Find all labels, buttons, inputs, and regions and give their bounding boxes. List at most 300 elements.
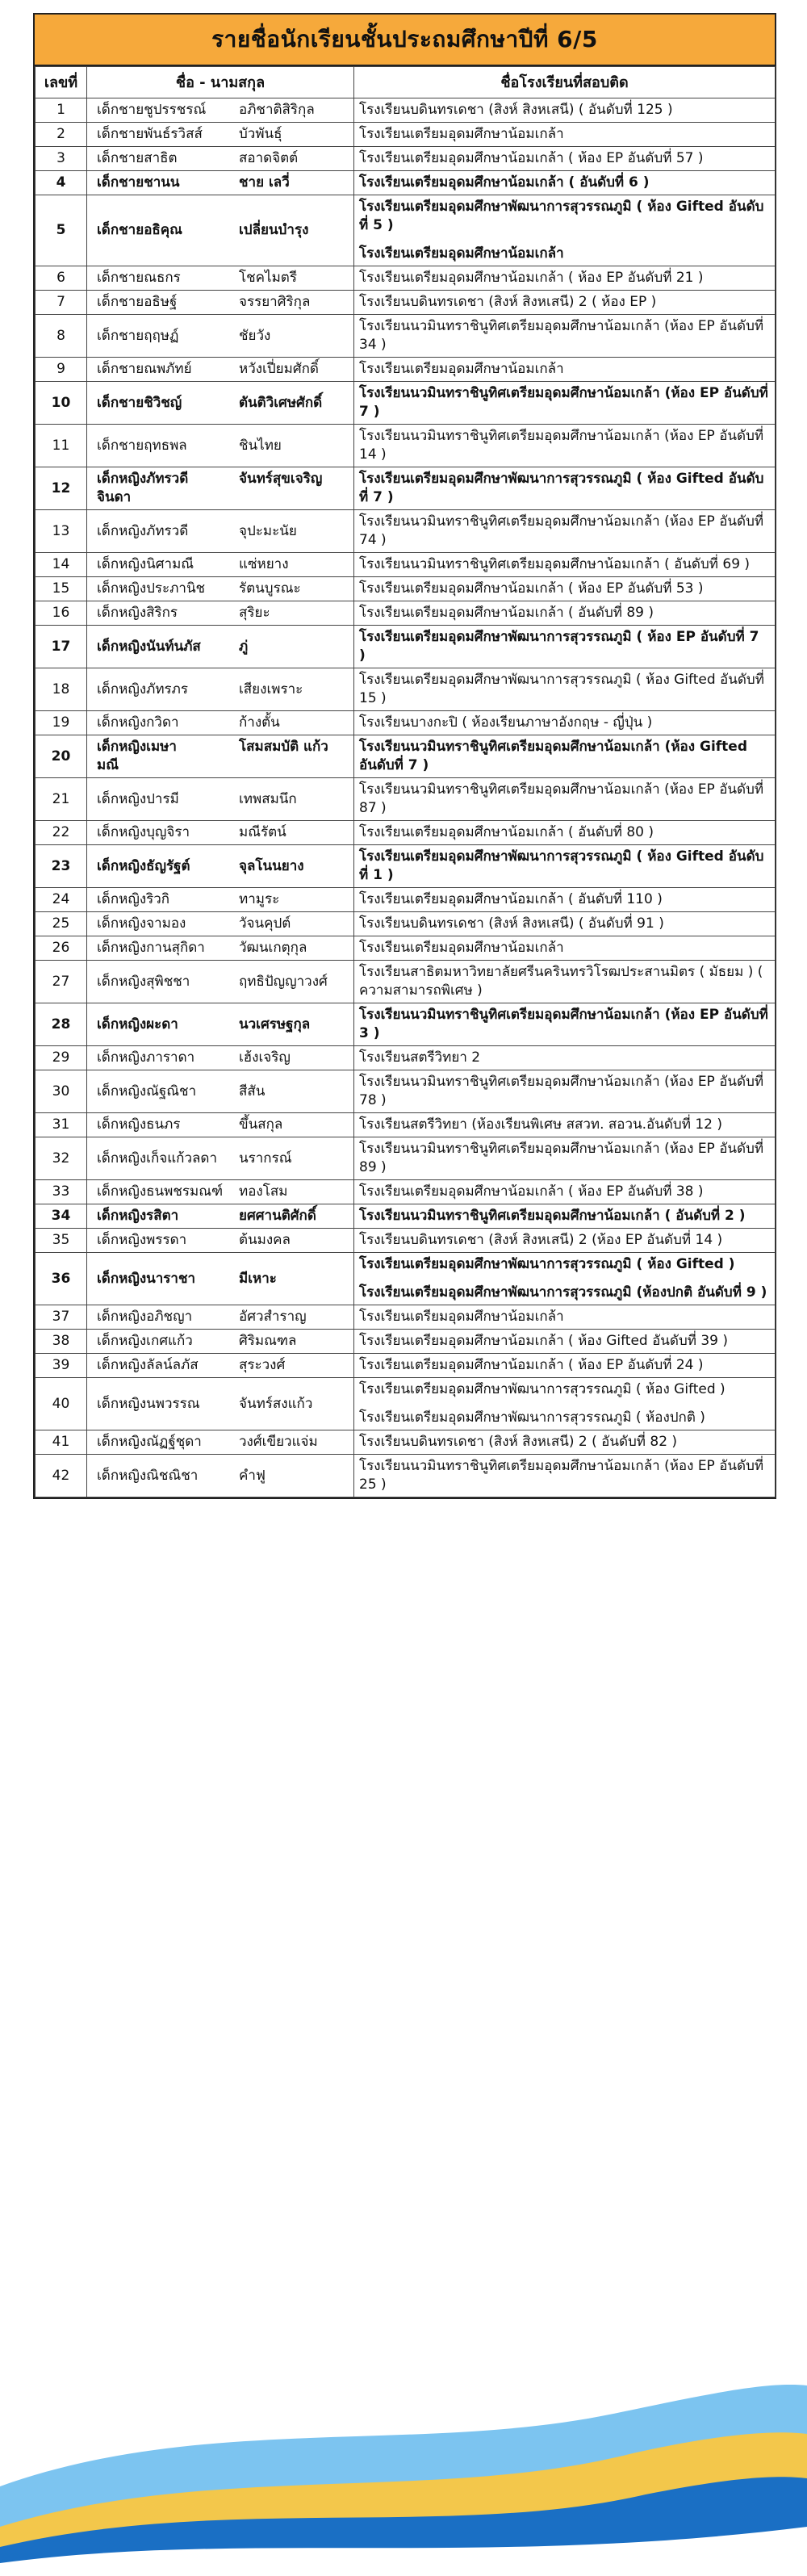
school-cell bbox=[354, 577, 776, 601]
table-row bbox=[36, 936, 776, 961]
table-row bbox=[36, 711, 776, 735]
student-number: 26 bbox=[36, 936, 87, 961]
table-row bbox=[36, 1253, 776, 1305]
student-last-name: เสียงเพราะ bbox=[239, 681, 303, 697]
student-last-name: นวเศรษฐกุล bbox=[239, 1016, 311, 1032]
student-name-cell bbox=[87, 1137, 354, 1180]
table-row bbox=[36, 553, 776, 577]
student-name-cell bbox=[87, 936, 354, 961]
school-name: โรงเรียนเตรียมอุดมศึกษาน้อมเกล้า ( อันดับที่ 80 ) bbox=[359, 824, 654, 840]
student-name-cell bbox=[87, 1003, 354, 1046]
student-first-name: เด็กหญิงธนพชรมณฑ์ bbox=[97, 1183, 224, 1200]
table-row bbox=[36, 510, 776, 553]
table-row bbox=[36, 668, 776, 711]
student-last-name: นรากรณ์ bbox=[239, 1150, 292, 1167]
student-first-name: เด็กหญิงภัทรวดี bbox=[97, 471, 189, 487]
student-first-name: เด็กหญิงปารมี bbox=[97, 790, 179, 807]
table-row bbox=[36, 577, 776, 601]
student-first-name: เด็กหญิงธัญรัฐต์ bbox=[97, 857, 190, 874]
school-name: โรงเรียนนวมินทราชินูทิศเตรียมอุดมศึกษาน้อมเกล้า (ห้อง EP อันดับที่ 25 ) bbox=[359, 1458, 764, 1493]
school-cell bbox=[354, 553, 776, 577]
school-name: โรงเรียนเตรียมอุดมศึกษาพัฒนาการสุวรรณภูมิ ( ห้องปกติ ) bbox=[359, 1409, 705, 1426]
school-cell bbox=[354, 1046, 776, 1070]
student-first-name: เด็กหญิงนันท์นภัส bbox=[97, 638, 201, 655]
student-name-cell bbox=[87, 553, 354, 577]
school-name: โรงเรียนบดินทรเดชา (สิงห์ สิงหเสนี) 2 (ห้อง EP อันดับที่ 14 ) bbox=[359, 1232, 723, 1248]
student-name-cell bbox=[87, 711, 354, 735]
student-last-name: ต้นมงคล bbox=[239, 1232, 291, 1248]
school-cell bbox=[354, 123, 776, 147]
school-cell bbox=[354, 888, 776, 912]
student-number: 15 bbox=[36, 577, 87, 601]
school-name: โรงเรียนเตรียมอุดมศึกษาพัฒนาการสุวรรณภูมิ ( ห้อง Gifted อันดับที่ 1 ) bbox=[359, 848, 764, 883]
school-cell bbox=[354, 1430, 776, 1455]
student-first-name: เด็กหญิงนพวรรณ bbox=[97, 1395, 200, 1412]
student-name-cell bbox=[87, 510, 354, 553]
school-name: โรงเรียนเตรียมอุดมศึกษาพัฒนาการสุวรรณภูมิ ( ห้อง Gifted ) bbox=[359, 1256, 735, 1272]
student-number: 11 bbox=[36, 425, 87, 467]
table-row bbox=[36, 171, 776, 195]
student-last-name: จรรยาศิริกุล bbox=[239, 294, 311, 310]
student-name-cell bbox=[87, 912, 354, 936]
page-title: รายชื่อนักเรียนชั้นประถมศึกษาปีที่ 6/5 bbox=[35, 15, 775, 66]
student-last-name: จุปะมะนัย bbox=[239, 522, 297, 539]
student-first-name: เด็กชายณธกร bbox=[97, 270, 181, 286]
student-last-name: ชินไทย bbox=[239, 437, 282, 454]
table-row bbox=[36, 1204, 776, 1229]
student-last-name: ยศศานติศักดิ์ bbox=[239, 1208, 316, 1224]
student-first-name: เด็กชายชิวิชญ์ bbox=[97, 394, 182, 411]
student-last-name: มีเหาะ bbox=[239, 1270, 277, 1287]
student-name-cell bbox=[87, 778, 354, 821]
student-number: 40 bbox=[36, 1378, 87, 1430]
student-name-cell bbox=[87, 358, 354, 382]
student-first-name: เด็กหญิงเก็จแก้วลดา bbox=[97, 1150, 217, 1167]
student-name-cell bbox=[87, 735, 354, 778]
student-first-name: เด็กหญิงจามอง bbox=[97, 915, 186, 932]
table-row bbox=[36, 961, 776, 1003]
student-number: 1 bbox=[36, 98, 87, 123]
student-number: 13 bbox=[36, 510, 87, 553]
student-number: 6 bbox=[36, 266, 87, 291]
student-first-name: เด็กหญิงกวิดา bbox=[97, 714, 179, 731]
school-name: โรงเรียนเตรียมอุดมศึกษาพัฒนาการสุวรรณภูมิ ( ห้อง Gifted อันดับที่ 7 ) bbox=[359, 471, 764, 505]
school-cell bbox=[354, 382, 776, 425]
student-last-name: วงศ์เขียวแจ่ม bbox=[239, 1434, 318, 1450]
school-cell bbox=[354, 1305, 776, 1330]
student-last-name: จันทร์สุขเจริญจินดา bbox=[97, 471, 323, 505]
student-first-name: เด็กหญิงสุพิชชา bbox=[97, 973, 190, 990]
student-number: 27 bbox=[36, 961, 87, 1003]
table-row bbox=[36, 1046, 776, 1070]
student-number: 4 bbox=[36, 171, 87, 195]
header-no: เลขที่ bbox=[36, 67, 87, 98]
student-number: 35 bbox=[36, 1229, 87, 1253]
student-name-cell bbox=[87, 467, 354, 510]
student-number: 3 bbox=[36, 147, 87, 171]
school-name: โรงเรียนสตรีวิทยา (ห้องเรียนพิเศษ สสวท. สอวน.อันดับที่ 12 ) bbox=[359, 1116, 722, 1133]
student-first-name: เด็กชายฤทธพล bbox=[97, 437, 187, 454]
student-number: 23 bbox=[36, 845, 87, 888]
table-row bbox=[36, 147, 776, 171]
student-name-cell bbox=[87, 1113, 354, 1137]
table-row bbox=[36, 735, 776, 778]
student-first-name: เด็กหญิงพรรดา bbox=[97, 1232, 187, 1248]
student-last-name: คำฟู bbox=[239, 1467, 266, 1484]
student-name-cell bbox=[87, 601, 354, 626]
student-number: 5 bbox=[36, 195, 87, 266]
student-number: 12 bbox=[36, 467, 87, 510]
school-name: โรงเรียนเตรียมอุดมศึกษาน้อมเกล้า ( อันดับที่ 6 ) bbox=[359, 174, 650, 191]
school-name: โรงเรียนนวมินทราชินูทิศเตรียมอุดมศึกษาน้อมเกล้า (ห้อง EP อันดับที่ 3 ) bbox=[359, 1007, 768, 1041]
student-first-name: เด็กหญิงนาราชา bbox=[97, 1270, 196, 1287]
decorative-wave-footer bbox=[0, 2365, 807, 2576]
school-cell bbox=[354, 425, 776, 467]
school-name: โรงเรียนสาธิตมหาวิทยาลัยศรีนครินทรวิโรฒประสานมิตร ( มัธยม ) ( ความสามารถพิเศษ ) bbox=[359, 964, 763, 999]
student-last-name: มณีรัตน์ bbox=[239, 824, 286, 840]
page-bottom-cut bbox=[33, 2348, 776, 2357]
student-first-name: เด็กหญิงณัฏฐ์ชุดา bbox=[97, 1434, 202, 1450]
student-number: 21 bbox=[36, 778, 87, 821]
student-last-name: เฮ้งเจริญ bbox=[239, 1049, 291, 1066]
student-first-name: เด็กหญิงรสิตา bbox=[97, 1208, 179, 1224]
student-table bbox=[35, 66, 776, 1497]
student-first-name: เด็กชายฤฤษฏ์ bbox=[97, 327, 179, 344]
school-name: โรงเรียนเตรียมอุดมศึกษาน้อมเกล้า bbox=[359, 940, 564, 956]
student-name-cell bbox=[87, 961, 354, 1003]
table-row bbox=[36, 1378, 776, 1430]
student-name-cell bbox=[87, 123, 354, 147]
school-name: โรงเรียนบดินทรเดชา (สิงห์ สิงหเสนี) ( อันดับที่ 125 ) bbox=[359, 102, 673, 118]
student-name-cell bbox=[87, 291, 354, 315]
student-name-cell bbox=[87, 1378, 354, 1430]
student-number: 14 bbox=[36, 553, 87, 577]
student-number: 9 bbox=[36, 358, 87, 382]
student-name-cell bbox=[87, 1354, 354, 1378]
table-row bbox=[36, 425, 776, 467]
student-name-cell bbox=[87, 425, 354, 467]
student-name-cell bbox=[87, 1330, 354, 1354]
student-last-name: ฤทธิปัญญาวงศ์ bbox=[239, 973, 328, 990]
student-number: 41 bbox=[36, 1430, 87, 1455]
student-last-name: ชัยวัง bbox=[239, 327, 271, 344]
student-first-name: เด็กหญิงริวกิ bbox=[97, 891, 170, 907]
student-number: 29 bbox=[36, 1046, 87, 1070]
table-row bbox=[36, 1354, 776, 1378]
school-cell bbox=[354, 1354, 776, 1378]
school-cell bbox=[354, 315, 776, 358]
school-cell bbox=[354, 668, 776, 711]
student-name-cell bbox=[87, 626, 354, 668]
school-cell bbox=[354, 778, 776, 821]
student-name-cell bbox=[87, 1455, 354, 1497]
school-name: โรงเรียนบางกะปิ ( ห้องเรียนภาษาอังกฤษ - ญี่ปุ่น ) bbox=[359, 714, 653, 731]
school-cell bbox=[354, 1330, 776, 1354]
student-number: 31 bbox=[36, 1113, 87, 1137]
student-number: 30 bbox=[36, 1070, 87, 1113]
student-number: 10 bbox=[36, 382, 87, 425]
student-last-name: รัตนบูรณะ bbox=[239, 580, 301, 597]
student-number: 18 bbox=[36, 668, 87, 711]
school-cell bbox=[354, 510, 776, 553]
student-name-cell bbox=[87, 266, 354, 291]
school-cell bbox=[354, 147, 776, 171]
school-cell bbox=[354, 601, 776, 626]
school-name: โรงเรียนนวมินทราชินูทิศเตรียมอุดมศึกษาน้อมเกล้า (ห้อง EP อันดับที่ 14 ) bbox=[359, 428, 764, 463]
school-cell bbox=[354, 1070, 776, 1113]
student-first-name: เด็กชายอธิษฐ์ bbox=[97, 294, 178, 310]
student-number: 37 bbox=[36, 1305, 87, 1330]
school-cell bbox=[354, 195, 776, 266]
school-cell bbox=[354, 1180, 776, 1204]
student-number: 20 bbox=[36, 735, 87, 778]
table-row bbox=[36, 778, 776, 821]
student-name-cell bbox=[87, 1070, 354, 1113]
student-last-name: วัฒนเกตุกุล bbox=[239, 940, 307, 956]
student-name-cell bbox=[87, 845, 354, 888]
school-cell bbox=[354, 735, 776, 778]
table-row bbox=[36, 845, 776, 888]
student-first-name: เด็กชายอธิคุณ bbox=[97, 222, 182, 238]
school-cell bbox=[354, 1003, 776, 1046]
student-number: 34 bbox=[36, 1204, 87, 1229]
table-row bbox=[36, 291, 776, 315]
school-name: โรงเรียนบดินทรเดชา (สิงห์ สิงหเสนี) 2 ( อันดับที่ 82 ) bbox=[359, 1434, 678, 1450]
student-last-name: เทพสมนึก bbox=[239, 790, 297, 807]
school-name: โรงเรียนบดินทรเดชา (สิงห์ สิงหเสนี) 2 ( ห้อง EP ) bbox=[359, 294, 657, 310]
student-last-name: สุริยะ bbox=[239, 605, 270, 621]
school-name: โรงเรียนเตรียมอุดมศึกษาน้อมเกล้า ( ห้อง EP อันดับที่ 57 ) bbox=[359, 150, 704, 166]
school-name: โรงเรียนเตรียมอุดมศึกษาพัฒนาการสุวรรณภูมิ (ห้องปกติ อันดับที่ 9 ) bbox=[359, 1284, 767, 1301]
table-row bbox=[36, 821, 776, 845]
table-row bbox=[36, 1113, 776, 1137]
school-name: โรงเรียนสตรีวิทยา 2 bbox=[359, 1049, 481, 1066]
student-name-cell bbox=[87, 171, 354, 195]
student-first-name: เด็กชายชานน bbox=[97, 174, 180, 191]
student-last-name: เปลี่ยนบำรุง bbox=[239, 222, 309, 238]
table-row bbox=[36, 467, 776, 510]
student-last-name: ขึ้นสกุล bbox=[239, 1116, 283, 1133]
school-cell bbox=[354, 912, 776, 936]
student-name-cell bbox=[87, 1430, 354, 1455]
student-last-name: โสมสมบัติ แก้วมณี bbox=[97, 739, 328, 773]
student-name-cell bbox=[87, 1046, 354, 1070]
school-name: โรงเรียนนวมินทราชินูทิศเตรียมอุดมศึกษาน้อมเกล้า ( อันดับที่ 2 ) bbox=[359, 1208, 746, 1224]
school-name: โรงเรียนเตรียมอุดมศึกษาน้อมเกล้า bbox=[359, 126, 564, 142]
school-cell bbox=[354, 1378, 776, 1430]
student-name-cell bbox=[87, 1305, 354, 1330]
student-number: 22 bbox=[36, 821, 87, 845]
school-name: โรงเรียนเตรียมอุดมศึกษาพัฒนาการสุวรรณภูมิ ( ห้อง Gifted อันดับที่ 5 ) bbox=[359, 199, 764, 233]
school-name: โรงเรียนเตรียมอุดมศึกษาน้อมเกล้า ( ห้อง EP อันดับที่ 38 ) bbox=[359, 1183, 704, 1200]
table-row bbox=[36, 1455, 776, 1497]
student-last-name: ศิริมณฑล bbox=[239, 1333, 297, 1349]
student-first-name: เด็กหญิงอภิชญา bbox=[97, 1309, 193, 1325]
school-name: โรงเรียนเตรียมอุดมศึกษาน้อมเกล้า ( ห้อง Gifted อันดับที่ 39 ) bbox=[359, 1333, 729, 1349]
table-row bbox=[36, 1180, 776, 1204]
student-last-name: บัวพันธุ์ bbox=[239, 126, 282, 142]
student-name-cell bbox=[87, 195, 354, 266]
student-first-name: เด็กชายณพภัทย์ bbox=[97, 361, 192, 377]
school-cell bbox=[354, 358, 776, 382]
table-row bbox=[36, 888, 776, 912]
student-name-cell bbox=[87, 98, 354, 123]
student-number: 16 bbox=[36, 601, 87, 626]
student-name-cell bbox=[87, 1229, 354, 1253]
student-last-name: ทามูระ bbox=[239, 891, 280, 907]
student-first-name: เด็กชายพันธ์รวิสส์ bbox=[97, 126, 203, 142]
school-name: โรงเรียนนวมินทราชินูทิศเตรียมอุดมศึกษาน้อมเกล้า ( อันดับที่ 69 ) bbox=[359, 556, 751, 572]
table-row bbox=[36, 123, 776, 147]
student-last-name: หวังเปี่ยมศักดิ์ bbox=[239, 361, 319, 377]
student-number: 32 bbox=[36, 1137, 87, 1180]
header-name: ชื่อ - นามสกุล bbox=[87, 67, 354, 98]
student-last-name: โชคไมตรี bbox=[239, 270, 297, 286]
school-cell bbox=[354, 171, 776, 195]
school-name: โรงเรียนเตรียมอุดมศึกษาน้อมเกล้า ( อันดับที่ 110 ) bbox=[359, 891, 663, 907]
student-last-name: ชาย เลวี่ bbox=[239, 174, 290, 191]
school-cell bbox=[354, 1204, 776, 1229]
student-last-name: วัจนคุปต์ bbox=[239, 915, 291, 932]
student-first-name: เด็กหญิงภาราดา bbox=[97, 1049, 195, 1066]
school-name: โรงเรียนเตรียมอุดมศึกษาน้อมเกล้า ( อันดับที่ 89 ) bbox=[359, 605, 654, 621]
school-cell bbox=[354, 98, 776, 123]
school-cell bbox=[354, 467, 776, 510]
student-number: 25 bbox=[36, 912, 87, 936]
table-row bbox=[36, 195, 776, 266]
student-last-name: ภู่ bbox=[239, 638, 249, 655]
student-name-cell bbox=[87, 888, 354, 912]
student-last-name: จันทร์สงแก้ว bbox=[239, 1395, 313, 1412]
table-row bbox=[36, 266, 776, 291]
table-row bbox=[36, 1305, 776, 1330]
school-name: โรงเรียนนวมินทราชินูทิศเตรียมอุดมศึกษาน้อมเกล้า (ห้อง EP อันดับที่ 87 ) bbox=[359, 781, 764, 816]
student-first-name: เด็กหญิงณิชณิชา bbox=[97, 1467, 199, 1484]
student-first-name: เด็กหญิงเกศแก้ว bbox=[97, 1333, 193, 1349]
student-last-name: ทองโสม bbox=[239, 1183, 288, 1200]
student-number: 19 bbox=[36, 711, 87, 735]
student-name-cell bbox=[87, 1180, 354, 1204]
student-number: 33 bbox=[36, 1180, 87, 1204]
table-row bbox=[36, 1229, 776, 1253]
student-first-name: เด็กหญิงประภานิช bbox=[97, 580, 206, 597]
school-name: โรงเรียนนวมินทราชินูทิศเตรียมอุดมศึกษาน้อมเกล้า (ห้อง EP อันดับที่ 78 ) bbox=[359, 1074, 764, 1108]
school-cell bbox=[354, 1113, 776, 1137]
school-name: โรงเรียนเตรียมอุดมศึกษาน้อมเกล้า bbox=[359, 245, 564, 262]
table-row bbox=[36, 912, 776, 936]
student-last-name: จุลโนนยาง bbox=[239, 857, 304, 874]
student-last-name: ตันติวิเศษศักดิ์ bbox=[239, 394, 323, 411]
student-last-name: แซ่หยาง bbox=[239, 556, 289, 572]
school-name: โรงเรียนเตรียมอุดมศึกษาน้อมเกล้า ( ห้อง EP อันดับที่ 21 ) bbox=[359, 270, 704, 286]
student-last-name: สุระวงศ์ bbox=[239, 1357, 286, 1373]
table-row bbox=[36, 315, 776, 358]
school-name: โรงเรียนนวมินทราชินูทิศเตรียมอุดมศึกษาน้อมเกล้า (ห้อง EP อันดับที่ 89 ) bbox=[359, 1141, 764, 1175]
student-first-name: เด็กหญิงลัลน์ลภัส bbox=[97, 1357, 199, 1373]
school-name: โรงเรียนบดินทรเดชา (สิงห์ สิงหเสนี) ( อันดับที่ 91 ) bbox=[359, 915, 664, 932]
student-first-name: เด็กหญิงบุญจิรา bbox=[97, 824, 190, 840]
school-cell bbox=[354, 961, 776, 1003]
student-name-cell bbox=[87, 1253, 354, 1305]
student-number: 42 bbox=[36, 1455, 87, 1497]
student-last-name: อัศวสำราญ bbox=[239, 1309, 307, 1325]
student-number: 8 bbox=[36, 315, 87, 358]
table-row bbox=[36, 601, 776, 626]
student-first-name: เด็กหญิงณัฐณิชา bbox=[97, 1083, 197, 1100]
school-cell bbox=[354, 1455, 776, 1497]
student-first-name: เด็กหญิงกานสุกิดา bbox=[97, 940, 205, 956]
student-first-name: เด็กหญิงสิริกร bbox=[97, 605, 178, 621]
school-name: โรงเรียนนวมินทราชินูทิศเตรียมอุดมศึกษาน้อมเกล้า (ห้อง EP อันดับที่ 7 ) bbox=[359, 385, 768, 420]
school-cell bbox=[354, 291, 776, 315]
school-cell bbox=[354, 1229, 776, 1253]
school-cell bbox=[354, 821, 776, 845]
student-name-cell bbox=[87, 147, 354, 171]
student-name-cell bbox=[87, 315, 354, 358]
student-first-name: เด็กหญิงธนภร bbox=[97, 1116, 181, 1133]
student-last-name: สอาดจิตต์ bbox=[239, 150, 299, 166]
student-first-name: เด็กชายชูปรรชรณ์ bbox=[97, 102, 207, 118]
table-row bbox=[36, 382, 776, 425]
school-name: โรงเรียนเตรียมอุดมศึกษาพัฒนาการสุวรรณภูมิ ( ห้อง Gifted ) bbox=[359, 1381, 725, 1397]
student-number: 17 bbox=[36, 626, 87, 668]
school-name: โรงเรียนนวมินทราชินูทิศเตรียมอุดมศึกษาน้อมเกล้า (ห้อง EP อันดับที่ 74 ) bbox=[359, 513, 764, 548]
school-name: โรงเรียนนวมินทราชินูทิศเตรียมอุดมศึกษาน้อมเกล้า (ห้อง Gifted อันดับที่ 7 ) bbox=[359, 739, 747, 773]
student-last-name: อภิชาติสิริกุล bbox=[239, 102, 315, 118]
school-cell bbox=[354, 936, 776, 961]
student-number: 2 bbox=[36, 123, 87, 147]
table-row bbox=[36, 1003, 776, 1046]
table-row bbox=[36, 1070, 776, 1113]
table-row bbox=[36, 1430, 776, 1455]
student-first-name: เด็กหญิงเมษา bbox=[97, 739, 177, 755]
table-row bbox=[36, 1137, 776, 1180]
school-name: โรงเรียนเตรียมอุดมศึกษาน้อมเกล้า ( ห้อง EP อันดับที่ 53 ) bbox=[359, 580, 704, 597]
student-name-cell bbox=[87, 821, 354, 845]
table-header-row bbox=[36, 67, 776, 98]
school-name: โรงเรียนเตรียมอุดมศึกษาน้อมเกล้า ( ห้อง EP อันดับที่ 24 ) bbox=[359, 1357, 704, 1373]
school-name: โรงเรียนนวมินทราชินูทิศเตรียมอุดมศึกษาน้อมเกล้า (ห้อง EP อันดับที่ 34 ) bbox=[359, 318, 764, 353]
student-last-name: ก้างตั้น bbox=[239, 714, 280, 731]
student-first-name: เด็กหญิงภัทรภร bbox=[97, 681, 189, 697]
table-row bbox=[36, 98, 776, 123]
school-cell bbox=[354, 711, 776, 735]
student-number: 38 bbox=[36, 1330, 87, 1354]
school-name: โรงเรียนเตรียมอุดมศึกษาน้อมเกล้า bbox=[359, 361, 564, 377]
school-cell bbox=[354, 626, 776, 668]
student-name-cell bbox=[87, 577, 354, 601]
student-number: 7 bbox=[36, 291, 87, 315]
student-first-name: เด็กหญิงผะดา bbox=[97, 1016, 178, 1032]
student-first-name: เด็กหญิงภัทรวดี bbox=[97, 522, 189, 539]
school-cell bbox=[354, 1137, 776, 1180]
header-school: ชื่อโรงเรียนที่สอบติด bbox=[354, 67, 776, 98]
student-list-document bbox=[33, 13, 776, 1499]
school-name: โรงเรียนเตรียมอุดมศึกษาพัฒนาการสุวรรณภูมิ ( ห้อง Gifted อันดับที่ 15 ) bbox=[359, 672, 764, 706]
student-name-cell bbox=[87, 382, 354, 425]
student-number: 36 bbox=[36, 1253, 87, 1305]
student-number: 28 bbox=[36, 1003, 87, 1046]
table-row bbox=[36, 358, 776, 382]
school-cell bbox=[354, 845, 776, 888]
table-row bbox=[36, 626, 776, 668]
student-name-cell bbox=[87, 1204, 354, 1229]
student-number: 39 bbox=[36, 1354, 87, 1378]
school-cell bbox=[354, 266, 776, 291]
table-body bbox=[36, 98, 776, 1497]
table-row bbox=[36, 1330, 776, 1354]
student-first-name: เด็กชายสาธิต bbox=[97, 150, 178, 166]
